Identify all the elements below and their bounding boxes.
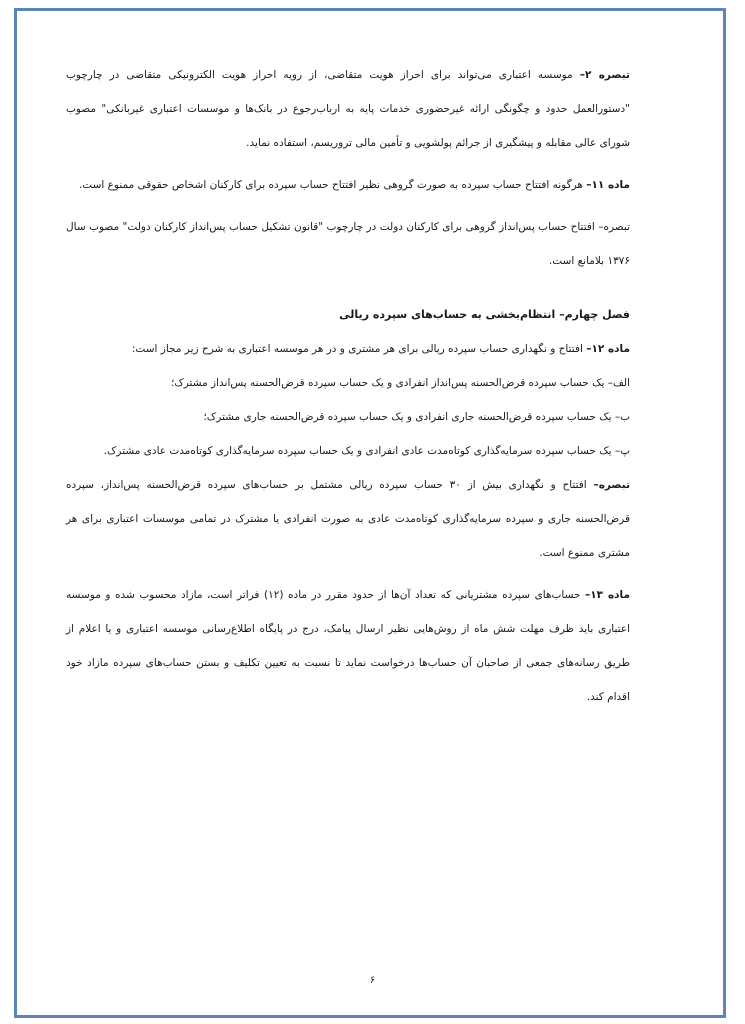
document-body <box>66 58 630 714</box>
article-12-note-paragraph <box>66 468 630 570</box>
note-2-label: تبصره ۲– <box>579 69 630 81</box>
article-11-paragraph <box>66 168 630 202</box>
article-12-text: افتتاح و نگهداری حساب سپرده ریالی برای هر مشتری و در هر موسسه اعتباری به شرح زیر مجاز است: <box>131 343 587 355</box>
note-2-text: موسسه اعتباری می‌تواند برای احراز هویت متقاضی، از رویه احراز هویت الکترونیکی متقاضی در چارچوب "دستورالعمل حدود و چگونگی ارائه غیرحضوری خدمات پایه به ارباب‌رجوع در بانک‌ها و موسسات اعتباری غیربانکی" مصوب شورای عالی مقابله و پیشگیری از جرائم پولشویی و تأمین مالی تروریسم، استفاده نماید. <box>66 69 630 149</box>
article-12-note-text: افتتاح و نگهداری بیش از ۳۰ حساب سپرده ریالی مشتمل بر حساب‌های سپرده قرض‌الحسنه پس‌انداز، سپرده قرض‌الحسنه جاری و سپرده سرمایه‌گذاری کوتاه‌مدت عادی به صورت انفرادی یا مشترک در تمامی موسسات اعتباری برای هر مشتری ممنوع است. <box>66 479 630 559</box>
article-12-note-label: تبصره– <box>593 479 631 491</box>
article-13-paragraph <box>66 578 630 714</box>
article-11-text: هرگونه افتتاح حساب سپرده به صورت گروهی نظیر افتتاح حساب سپرده برای کارکنان اشخاص حقوقی ممنوع است. <box>78 179 587 191</box>
article-11-note: تبصره– افتتاح حساب پس‌انداز گروهی برای کارکنان دولت در چارچوب "قانون تشکیل حساب پس‌انداز کارکنان دولت" مصوب سال ۱۳۷۶ بلامانع است. <box>66 221 630 267</box>
article-11-label: ماده ۱۱– <box>586 179 630 191</box>
article-12-item-alef: الف– یک حساب سپرده قرض‌الحسنه پس‌انداز انفرادی و یک حساب سپرده قرض‌الحسنه پس‌انداز مشترک؛ <box>171 377 630 389</box>
page-number: ۶ <box>369 975 376 986</box>
article-12-label: ماده ۱۲– <box>586 343 630 355</box>
article-13-text: حساب‌های سپرده مشتریانی که تعداد آن‌ها از حدود مقرر در ماده (۱۲) فراتر است، مازاد محسوب شده و موسسه اعتباری باید ظرف مهلت شش ماه از روش‌هایی نظیر ارسال پیامک، درج در پایگاه اطلاع‌رسانی موسسه اعتباری و یا اعلام از طریق رسانه‌های جمعی از صاحبان آن حساب‌ها درخواست نماید تا نسبت به تعیین تکلیف و بستن حساب‌های سپرده مازاد خود اقدام کند. <box>66 589 630 703</box>
article-12-item-pe: پ– یک حساب سپرده سرمایه‌گذاری کوتاه‌مدت عادی انفرادی و یک حساب سپرده سرمایه‌گذاری کوتاه‌مدت عادی مشترک. <box>103 445 630 457</box>
note-2-paragraph <box>66 58 630 160</box>
article-12-paragraph <box>66 332 630 366</box>
chapter-4-heading: فصل چهارم– انتظام‌بخشی به حساب‌های سپرده ریالی <box>339 308 630 321</box>
article-13-label: ماده ۱۳– <box>585 589 630 601</box>
article-12-item-be: ب– یک حساب سپرده قرض‌الحسنه جاری انفرادی و یک حساب سپرده قرض‌الحسنه جاری مشترک؛ <box>203 411 630 423</box>
